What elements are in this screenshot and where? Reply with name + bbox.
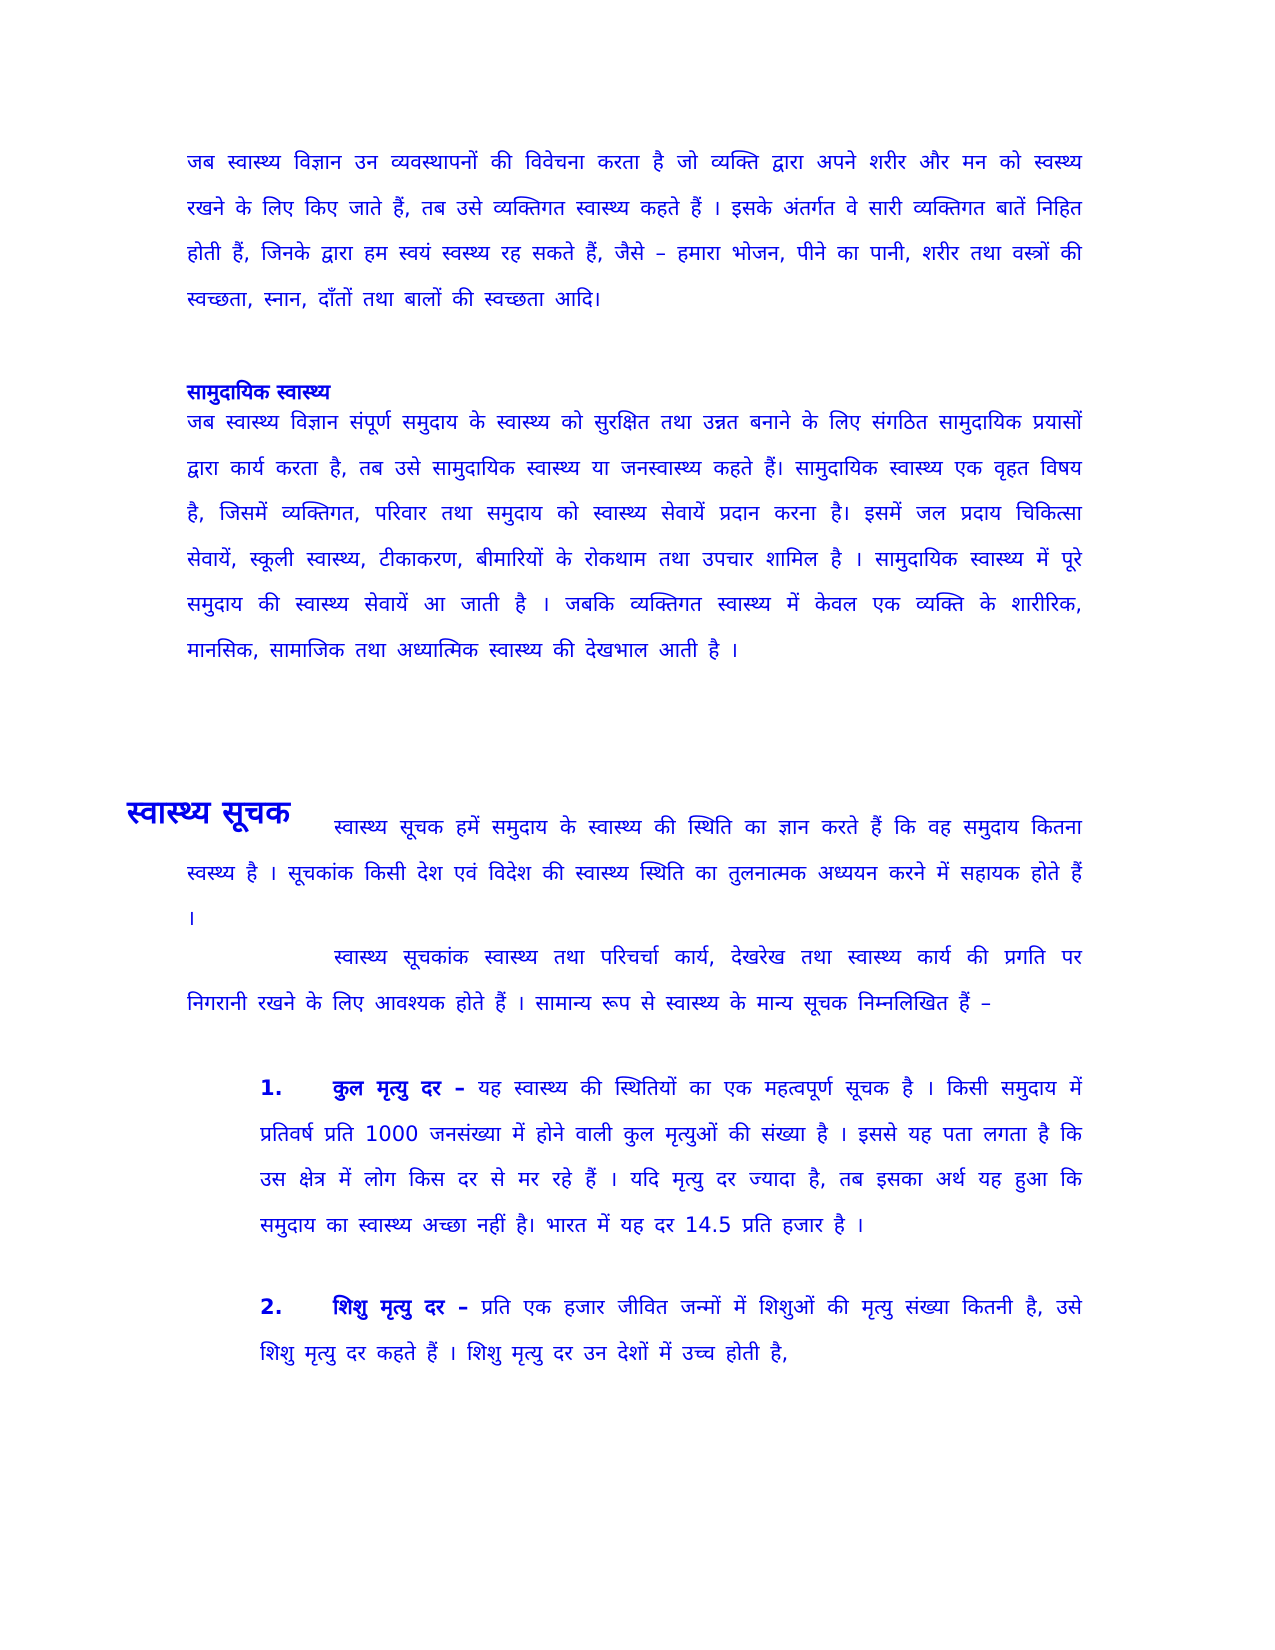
community-health-paragraph: जब स्वास्थ्य विज्ञान संपूर्ण समुदाय के स्वास्थ्य को सुरक्षित तथा उन्नत बनाने के लिए संगठित सामुदायिक प्रयासों द्वारा कार्य करता है, तब उसे सामुदायिक स्वास्थ्य या जनस्वास्थ्य कहते हैं। सामुदायिक स्वास्थ्य एक वृहत विषय है, जिसमें व्यक्तिगत, परिवार तथा समुदाय को स्वास्थ्य सेवायें प्रदान करना है। इसमें जल प्रदाय चिकित्सा सेवायें, स्कूली स्वास्थ्य, टीकाकरण, बीमारियों के रोकथाम तथा उपचार शामिल है । सामुदायिक स्वास्थ्य में पूरे समुदाय की स्वास्थ्य सेवायें आ जाती है । जबकि व्यक्तिगत स्वास्थ्य में केवल एक व्यक्ति के शारीरिक, मानसिक, सामाजिक तथा अध्यात्मिक स्वास्थ्य की देखभाल आती है । [187,410,1082,662]
list-item [260,1066,1082,1248]
list-item-text: यह स्वास्थ्य की स्थितियों का एक महत्वपूर्ण सूचक है । किसी समुदाय में प्रतिवर्ष प्रति 1000 जनसंख्या में होने वाली कुल मृत्युओं की संख्या है । इससे यह पता लगता है कि उस क्षेत्र में लोग किस दर से मर रहे हैं । यदि मृत्यु दर ज्यादा है, तब इसका अर्थ यह हुआ कि समुदाय का स्वास्थ्य अच्छा नहीं है। भारत में यह दर 14.5 प्रति हजार है । [260,1076,1082,1237]
list-item-title: कुल मृत्यु दर – [333,1076,466,1100]
indicators-paragraph-2: स्वास्थ्य सूचकांक स्वास्थ्य तथा परिचर्चा कार्य, देखरेख तथा स्वास्थ्य कार्य की प्रगति पर निगरानी रखने के लिए आवश्यक होते हैं । सामान्य रूप से स्वास्थ्य के मान्य सूचक निम्नलिखित हैं – [187,945,1082,1015]
list-item-text: प्रति एक हजार जीवित जन्मों में शिशुओं की मृत्यु संख्या कितनी है, उसे शिशु मृत्यु दर कहते हैं । शिशु मृत्यु दर उन देशों में उच्च होती है, [260,1295,1082,1365]
health-indicators-heading: स्वास्थ्य सूचक [127,793,291,831]
list-item-number: 2. [260,1295,283,1319]
list-item-number: 1. [260,1076,283,1100]
list-item-title: शिशु मृत्यु दर – [333,1295,469,1319]
list-item [260,1285,1082,1376]
indicators-paragraph-1: स्वास्थ्य सूचक हमें समुदाय के स्वास्थ्य की स्थिति का ज्ञान करते हैं कि वह समुदाय कितना स्वस्थ्य है । सूचकांक किसी देश एवं विदेश की स्वास्थ्य स्थिति का तुलनात्मक अध्ययन करने में सहायक होते हैं । [187,815,1082,930]
community-health-heading: सामुदायिक स्वास्थ्य [187,380,331,404]
personal-health-paragraph: जब स्वास्थ्य विज्ञान उन व्यवस्थापनों की विवेचना करता है जो व्यक्ति द्वारा अपने शरीर और मन को स्वस्थ्य रखने के लिए किए जाते हैं, तब उसे व्यक्तिगत स्वास्थ्य कहते हैं । इसके अंतर्गत वे सारी व्यक्तिगत बातें निहित होती हैं, जिनके द्वारा हम स्वयं स्वस्थ्य रह सकते हैं, जैसे – हमारा भोजन, पीने का पानी, शरीर तथा वस्त्रों की स्वच्छता, स्नान, दाँतों तथा बालों की स्वच्छता आदि। [187,150,1082,311]
